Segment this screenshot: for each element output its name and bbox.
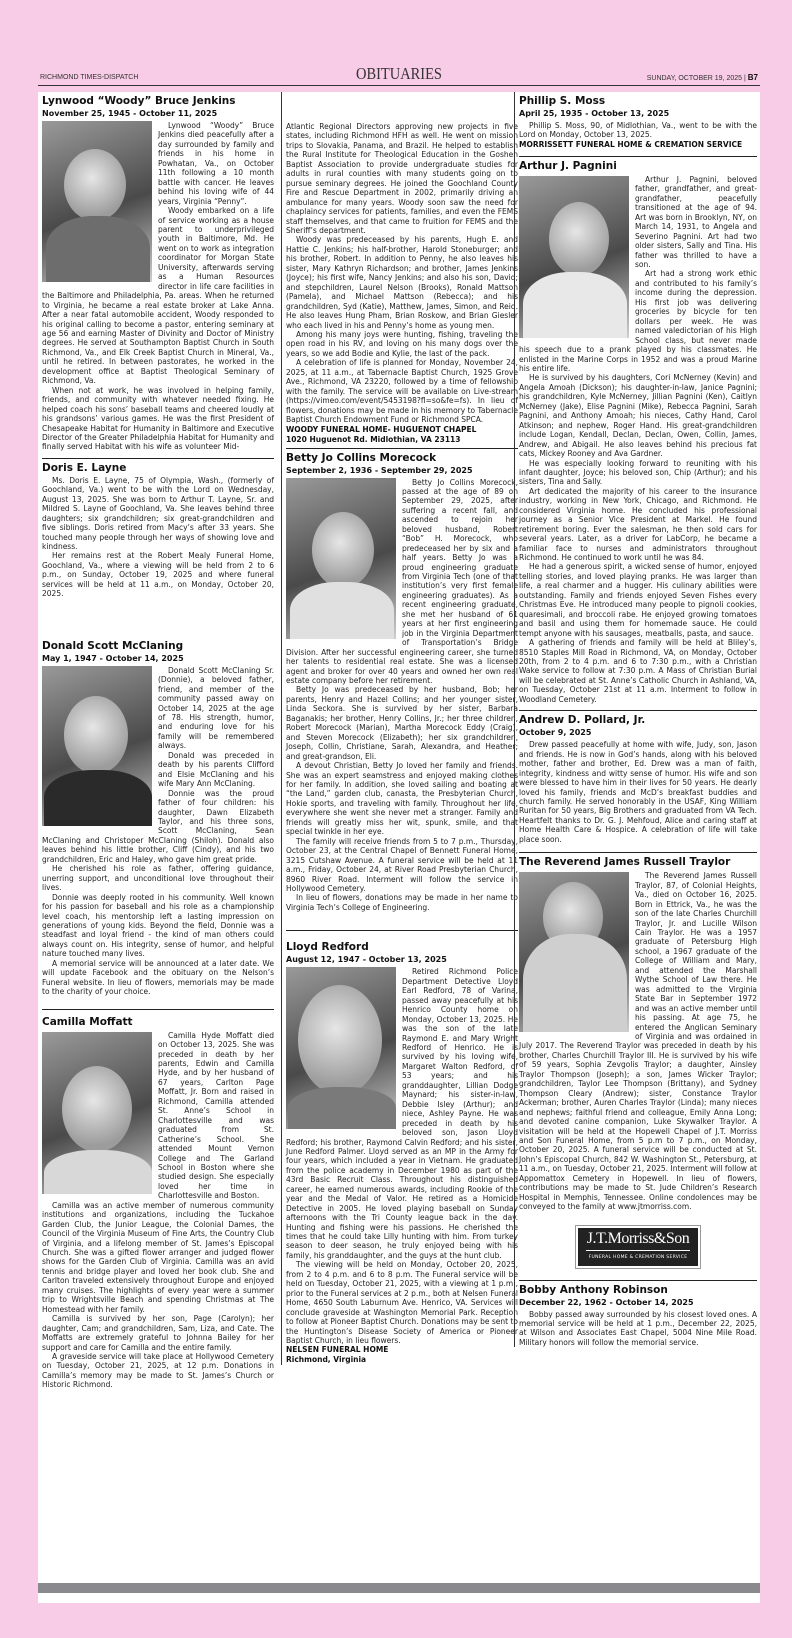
obituary-morecock <box>286 452 518 913</box>
portrait-photo <box>519 872 629 1032</box>
divider <box>519 852 757 853</box>
obituary-text: The family will receive friends from 5 to 7 p.m., Thursday, October 23, at the Central Chapel of Bennett Funeral Home, 3215 Cutshaw Avenue. A funeral service will be held at 11 a.m., Friday, October 24, at River Road Presbyterian Church, 8960 River Road. Interment will follow the service in Hollywood Cemetery. <box>286 836 518 893</box>
obituary-text: Woody was predeceased by his parents, Hugh E. and Hattie C. Jenkins; his half-brother, Harold Stoneburger; and his brother, Robert. In addition to Penny, he also leaves his sister, Mary Kathryn Richardson; and brother, James Jenkins (Joyce); his first wife, Nancy Jenkins; and also his son, David; and stepchildren, Laurel Nelson (Brooks), Ronald Mattson (Pamela), and Michael Mattson (Rebecca); and his grandchildren, Syd (Katie), Matthew, James, Simon, and Reid. He also leaves Hung Pham, Brian Roskow, and Brian Giesler who each lived in his and Penny’s home as young men. <box>286 235 518 330</box>
funeral-home-name: NELSEN FUNERAL HOME <box>286 1345 389 1355</box>
obituary-dates: May 1, 1947 - October 14, 2025 <box>42 653 184 663</box>
obituary-dates: April 25, 1935 - October 13, 2025 <box>519 109 670 118</box>
section-title: OBITUARIES <box>356 64 442 83</box>
column-1 <box>42 92 274 1390</box>
obituary-dates: December 22, 1962 - October 14, 2025 <box>519 1297 694 1307</box>
funeral-home-logo <box>576 1226 700 1268</box>
obituary-text: Camilla was an active member of numerous community institutions and organizations, including the Tuckahoe Garden Club, the Junior League, the Colonial Dames, the Council of the Virginia Museum of Fine Arts, the Country Club of Virginia, and a lifelong member of St. James’s Episcopal Church. She was a gifted flower arranger and judged flower shows for the Garden Club of Virginia. Camilla was an avid tennis and bridge player and loved her book club. She and Carlton traveled extensively throughout Europe and enjoyed many cruises. The highlights of every year were a summer trip to Wrightsville Beach and spending Christmas at The Homestead with her family. <box>42 1200 274 1314</box>
obituary-jenkins-continued <box>286 122 518 445</box>
funeral-home-city: Richmond, Virginia <box>286 1355 367 1365</box>
obituary-text: Ms. Doris E. Layne, 75 of Olympia, Wash., (formerly of Goochland, Va.) went to be with the Lord on Wednesday, August 13, 2025. She was born to Arthur T. Layne, Sr. and Mildred S. Layne of Goochland, Va. She leaves behind three daughters; six grandchildren; six great-grandchildren and five siblings. Doris retired from Macy’s after 33 years. She touched many people through her ways of showing love and kindness. <box>42 475 274 552</box>
portrait-photo <box>519 176 629 338</box>
funeral-home-name: MORRISSETT FUNERAL HOME & CREMATION SERVICE <box>519 139 743 149</box>
obituary-text: Woody embarked on a life of service working as a house parent to underprivileged youth in Baltimore, Md. He went on to work as integration coordinator for Morgan State University, afterwards serving as a Human Resources director in life care facilities in the Baltimore and Philadelphia, Pa. areas. When he returned to Virginia, he became a real estate broker at Lake Anna. After a near fatal automobile accident, Woody responded to his original calling to become a pastor, entering seminary at age 56 and earning Master of Divinity and Doctor of Ministry degrees. He served at Southampton Baptist Church in South Richmond, Va., and Elk Creek Baptist Church in Mineral, Va., until he retired. In between pastorates, he worked in the development office at Baptist Theological Seminary of Richmond, Va. <box>42 206 274 386</box>
obituary-dates: August 12, 1947 - October 13, 2025 <box>286 955 447 965</box>
page-number: B7 <box>747 73 758 82</box>
divider <box>42 1009 274 1010</box>
obituary-text: Drew passed peacefully at home with wife, Judy, son, Jason and friends. He is now in God’s hands, along with his beloved mother, father and brother, Ed. Drew was a man of faith, integrity, kindness and witty sense of humor. His wife and son were blessed to have him in their lives for 50 years. He dearly loved his family, friends and McD’s breakfast buddies and church family. He served honorably in the USAF, King William Ruritan for 50 years, Big Brothers and graduated from VA Tech. Heartfelt thanks to Dr. G. J. Mehfoud, Alice and caring staff at Home Health Care & Hospice. A celebration of life will take place soon. <box>519 740 757 844</box>
column-2 <box>281 92 518 1365</box>
obituary-text: A memorial service will be announced at a later date. We will update Facebook and the obituary on the Nelson’s Funeral website. In lieu of flowers, memorials may be made to the charity of your choice. <box>42 958 274 997</box>
portrait-photo <box>286 478 396 639</box>
obituary-text: A gathering of friends and family will be held at Bliley’s, 8510 Staples Mill Road in Richmond, VA, on Monday, October 20th, from 2 to 4 p.m. and 6 to 7:30 p.m., with a Christian Wake service to follow at 7:30 p.m. A Mass of Christian Burial will be celebrated at St. Anne’s Catholic Church in Ashland, VA, on Tuesday, October 21st at 11 a.m. Interment to follow in Woodland Cemetery. <box>519 638 757 704</box>
obituary-text: Atlantic Regional Directors approving new projects in five states, including Richmond HFH as well. He went on mission trips to Slovakia, Panama, and Brazil. He helped to establish the Rural Institute for Theological Education in the Goshen Baptist Association to provide undergraduate studies for adults in rural counties with many students going on to pursue seminary degrees. He joined the Goochland County Fire and Rescue Department in 2002, primarily driving an ambulance for many years. Woody soon saw the need for chaplaincy services for patients, families, and even the FEMS staff themselves, and that came to fruition for FEMS and the Sheriff’s department. <box>286 122 518 235</box>
obituary-page <box>38 92 760 1603</box>
obituary-text: Camilla is survived by her son, Page (Carolyn); her daughter, Cam; and grandchildren, Sam, Liza, and Cate. The Moffatts are extremely grateful to Johnna Bailey for her support and care for Camilla and the entire family. <box>42 1314 274 1352</box>
obituary-jenkins <box>42 95 274 452</box>
obituary-mcclaning <box>42 640 274 997</box>
obituary-dates: November 25, 1945 - October 11, 2025 <box>42 109 218 118</box>
obituary-text: The viewing will be held on Monday, October 20, 2025, from 2 to 4 p.m. and 6 to 8 p.m. The Funeral service will be held on Tuesday, October 21, 2025, with a viewing at 1 p.m., prior to the Funeral services at 2 p.m., both at Nelsen Funeral Home, 4650 South Laburnum Ave. Henrico, VA. Services will conclude graveside at Washington Memorial Park. Reception to follow at Pioneer Baptist Church. Donations may be sent to the Huntington’s Disease Society of America or Pioneer Baptist Church, in lieu flowers. <box>286 1260 518 1346</box>
obituary-name: Andrew D. Pollard, Jr. <box>519 714 646 727</box>
funeral-home-name: WOODY FUNERAL HOME- HUGUENOT CHAPEL <box>286 424 477 434</box>
portrait-photo <box>42 666 152 826</box>
obituary-text: Donald Scott McClaning Sr.(Donnie), a beloved father, friend, and member of the community passed away on October 14, 2025 at the age of 78. His strength, humor, and enduring love for his family will be remembered always. <box>158 665 274 751</box>
obituary-name: Phillip S. Moss <box>519 95 606 107</box>
obituary-text: Donald was preceded in death by his parents Clifford and Elsie McClaning and his wife Mary Ann McClaning. <box>158 750 274 789</box>
obituary-text: When not at work, he was involved in helping family, friends, and community with whatever needed fixing. He helped coach his sons’ baseball teams and cheered loudly at his grandsons’ various games. He was the first President of Chesapeake Habitat for Humanity in Baltimore and Executive Director of the Greater Philadelphia Habitat for Humanity and finally served Habitat with his wife as volunteer Mid- <box>42 385 274 452</box>
obituary-name: Arthur J. Pagnini <box>519 159 617 172</box>
obituary-name: Doris E. Layne <box>42 461 127 474</box>
obituary-name: Camilla Moffatt <box>42 1015 133 1028</box>
divider <box>42 458 274 459</box>
obituary-dates: October 9, 2025 <box>519 728 592 738</box>
obituary-text: Betty Jo was predeceased by her husband, Bob; her parents, Henry and Hazel Collins; and her younger sister, Linda Seckora. She is survived by her sister, Barbara Baganakis; her brother, Henry Collins, Jr.; her three children, Robert Morecock (Marian), Martha Morecock Eddy (Craig), and Steven Morecock (Elizabeth); her six grandchildren, Joseph, Collin, Christiane, Sarah, Alexandra, and Heather; and great-grandson, Eli. <box>286 685 518 761</box>
obituary-text: He had a generous spirit, a wicked sense of humor, enjoyed telling stories, and loved playing pranks. He was larger than life, a real charmer and a hugger. His culinary abilities were outstanding. Family and friends enjoyed Seven Fishes every Christmas Eve. He introduced many people to pignoli cookies, quaresimali, and broccoli rabe. He enjoyed growing tomatoes and basil and using them for homemade sauce. He could tempt anyone with his sausages, meatballs, pasta, and sauce. <box>519 562 757 638</box>
issue-date: SUNDAY, OCTOBER 19, 2025 <box>646 75 743 82</box>
obituary-text: Phillip S. Moss, 90, of Midlothian, Va., went to be with the Lord on Monday, October 13, 2025. <box>519 121 757 140</box>
logo-wordmark: J.T.Morriss&Son <box>586 1229 690 1247</box>
obituary-pollard <box>519 714 757 844</box>
obituary-text: Among his many joys were hunting, fishing, traveling the open road in his RV, and loving on his many dogs over the years, so we add Bodie and Kylie, the last of the pack. <box>286 329 518 358</box>
obituary-text: A celebration of life is planned for Monday, November 24, 2025, at 11 a.m., at Tabernacle Baptist Church, 1925 Grove Ave., Richmond, VA 23220, followed by a time of fellowship with the family. The service will be available on Live-stream (https://vimeo.com/event/5453198?fl=so&fe=fs). In lieu of flowers, donations may be made in his memory to Tabernacle Baptist Church Endowment Fund or Richmond SPCA. <box>286 358 518 425</box>
obituary-text: He was especially looking forward to reuniting with his infant daughter, Joyce; his beloved son, Chip (Arthur); and his sisters, Tina and Sally. <box>519 458 757 487</box>
divider <box>286 930 518 931</box>
obituary-pagnini <box>519 160 757 704</box>
obituary-name: Bobby Anthony Robinson <box>519 1283 668 1296</box>
obituary-text: Camilla Hyde Moffatt died on October 13, 2025. She was preceded in death by her parents, Edwin and Camilla Hyde, and by her husband of 67 years, Carlton Page Moffatt, Jr. Born and raised in Richmond, Camilla attended St. Anne’s School in Charlottesville and was graduated from St. Catherine’s School. She attended Mount Vernon College and The Garland School in Boston where she studied design. She especially loved her time in Charlottesville and Boston. <box>158 1030 274 1201</box>
obituary-name: Lynwood “Woody” Bruce Jenkins <box>42 95 236 107</box>
obituary-name: Betty Jo Collins Morecock <box>286 451 437 464</box>
obituary-layne <box>42 462 274 599</box>
divider <box>519 156 757 157</box>
portrait-photo <box>42 1032 152 1194</box>
obituary-text: He is survived by his daughters, Cori McNerney (Kevin) and Angela Amoah (Dickson); his daughter-in-law, Janice Pagnini; his grandchildren, Kyle McNerney, Jillian Pagnini (Ken), Caitlyn McNerney (Jake), Elise Pagnini (Mike), Rebecca Pagnini, Sarah Pagnini, and Anthony Amoah; his nieces, Cathy Hand, Carol Atkinson; and nephew, Roger Hand. His great-grandchildren include Logan, Kendall, Declan, Declan, Owen, Collin, James, Andrew, and Abigail. He also leaves behind his precious fat cats, Mickey Rooney and Ava Gardner. <box>519 373 757 459</box>
column-3 <box>514 92 757 1347</box>
obituary-robinson <box>519 1284 757 1348</box>
obituary-text: Art had a strong work ethic and contributed to his family’s income during the depression. His first job was delivering groceries by bicycle for ten dollars per week. He was named valedictorian of his High School class, but never made his speech due to a prank played by his classmates. He enlisted in the Marine Corps in 1952 and was a proud Marine his entire life. <box>519 269 757 373</box>
obituary-traylor <box>519 856 757 1267</box>
obituary-text: A graveside service will take place at Hollywood Cemetery on Tuesday, October 21, 2025, at 12 p.m. Donations in Camilla’s memory may be made to St. James’s Church or Historic Richmond. <box>42 1352 274 1390</box>
divider <box>519 1280 757 1281</box>
obituary-text: Betty Jo Collins Morecock, passed at the age of 89 on September 29, 2025, after suffering a recent fall, and ascended to rejoin her beloved husband, Robert “Bob” H. Morecock, who predeceased her by six and a half years. Betty Jo was a proud engineering graduate from Virginia Tech (one of that institution’s very first female engineering graduates). As a recent engineering graduate, she met her husband of 61 years at her first engineering job in the Virginia Department of Transportation’s Bridge Division. After her successful engineering career, she turned her talents to residential real estate. She was a licensed agent and broker for over 40 years and owned her own real estate company before her retirement. <box>286 477 518 686</box>
obituary-text: Donnie was the proud father of four children: his daughter, Dawn Elizabeth Taylor, and his three sons, Scott McClaning, Sean McClaning and Christoper McClaning (Shiloh). Donald also leaves behind his little brother, Cliff (Cindy), and his two grandchildren, Eric and Haley, who gave him great pride. <box>42 788 274 864</box>
funeral-home-address: 1020 Huguenot Rd. Midlothian, VA 23113 <box>286 434 461 444</box>
masthead <box>38 65 760 86</box>
obituary-moss <box>519 95 757 150</box>
obituary-name: Lloyd Redford <box>286 941 369 954</box>
obituary-text: Lynwood “Woody” Bruce Jenkins died peacefully after a day surrounded by family and friends in his home in Powhatan, Va., on October 11th following a 10 month battle with cancer. He leaves behind his loving wife of 44 years, Virginia “Penny”. <box>158 121 274 206</box>
obituary-text: In lieu of flowers, donations may be made in her name to Virginia Tech’s College of Engineering. <box>286 893 518 912</box>
newspaper-name: RICHMOND TIMES-DISPATCH <box>40 74 139 81</box>
obituary-name: Donald Scott McClaning <box>42 639 184 652</box>
obituary-text: Bobby passed away surrounded by his closest loved ones. A memorial service will be held at 1 p.m., December 22, 2025, at Wilson and Associates East Chapel, 5004 Nine Mile Road. Military honors will follow the memorial service. <box>519 1309 757 1347</box>
obituary-text: Her remains rest at the Robert Mealy Funeral Home, Goochland, Va., where a viewing will be held from 2 to 6 p.m., on Sunday, October 19, 2025 and where funeral services will be held at 11 a.m., on Monday, October 20, 2025. <box>42 551 274 599</box>
portrait-photo <box>286 967 396 1129</box>
obituary-text: He cherished his role as father, offering guidance, unerring support, and unconditional love throughout their lives. <box>42 864 274 893</box>
divider <box>286 448 518 449</box>
obituary-name: The Reverend James Russell Traylor <box>519 856 731 869</box>
obituary-text: Retired Richmond Police Department Detective Lloyd Earl Redford, 78 of Varina, passed away peacefully at his Henrico County home on Monday, October 13, 2025. He was the son of the late Raymond E. and Mary Wright Redford of Henrico. He is survived by his loving wife, Margaret Walton Redford, of 53 years; and his granddaughter, Lillian Dodge Maynard; his sister-in-law, Debbie Isley (Arthur); and niece, Ashley Payne. He was preceded in death by his beloved son, Jason Lloyd Redford; his brother, Raymond Calvin Redford; and his sister, June Redford Palmer. Lloyd served as an MP in the Army for four years, which included a year in Vietnam. He graduated from the police academy in December 1980 as part of the 43rd Basic Recruit Class. Throughout his distinguished career, he earned numerous awards, including Rookie of the year and the Medal of Valor. He retired as a Homicide Detective in 2005. He loved playing baseball on Sunday afternoons with the Tri County league back in the day. Hunting and fishing were his passions. He cherished the times that he could take Lilly hunting with him. From turkey season to deer season, he truly enjoyed being with his family, his granddaughter, and the guys at the hunt club. <box>286 967 518 1260</box>
obituary-redford <box>286 941 518 1365</box>
obituary-text: A devout Christian, Betty Jo loved her family and friends. She was an expert seamstress and enjoyed making clothes for her family. In addition, she loved sailing and boating at “the Land,” garden club, canasta, the Presbyterian Church, Hokie sports, and traveling with family. Throughout her life, everywhere she went she never met a stranger. Family and friends will greatly miss her wit, spunk, smile, and that special twinkle in her eye. <box>286 761 518 837</box>
portrait-photo <box>42 121 152 282</box>
obituary-text: The Reverend James Russell Traylor, 87, of Colonial Heights, Va., died on October 16, 2025. Born in Ettrick, Va., he was the son of the late Charles Churchill Traylor, Jr. and Lucille Wilson Cain Traylor. He was a 1957 graduate of Petersburg High school, a 1967 graduate of the College of William and Mary, and attended the Marshall Wythe School of Law there. He was admitted to the Virginia State Bar in September 1972 and was an active member until his passing. At age 75, he entered the Anglican Seminary of Virginia and was ordained in July 2017. The Reverend Traylor was preceded in death by his brother, Charles Churchill Traylor III. He is survived by his wife of 59 years, Sophia Zevgolis Traylor; a daughter, Ainsley Traylor Thompson (Joseph); a son, James Wicker Traylor; grandchildren, Taylor Lee Thompson (Brittany), and Sydney Thompson Cleary (Andrew); sister, Constance Traylor Ackerman; brother, Auren Charles Traylor (Linda); many nieces and nephews; faithful friend and colleague, Emily Anna Long; and devoted canine companion, Luke Skywalker Traylor. A visitation will be held at the Hopewell Chapel of J.T. Morriss and Son Funeral Home, from 5 p.m to 7 p.m., on Monday, October 20, 2025. A funeral service will be conducted at St. John’s Episcopal Church, 842 W. Washington St., Petersburg, at 11 a.m., on Tuesday, October 21, 2025. Interment will follow at Appomattox Cemetery in Hopewell. In lieu of flowers, contributions may be made to St. Jude Children’s Research Hospital in Memphis, Tennessee. Online condolences may be conveyed to the family at www.jtmorriss.com. <box>519 871 757 1212</box>
obituary-text: Arthur J. Pagnini, beloved father, grandfather, and great-grandfather, peacefully transitioned at the age of 94. Art was born in Brooklyn, NY, on March 14, 1931, to Angela and Severino Pagnini. Art had two older sisters, Sally and Tina. His father was thrilled to have a son. <box>635 174 757 269</box>
obituary-dates: September 2, 1936 - September 29, 2025 <box>286 465 473 475</box>
obituary-moffatt <box>42 1016 274 1390</box>
divider <box>519 710 757 711</box>
logo-subtitle: FUNERAL HOME & CREMATION SERVICE <box>586 1250 690 1262</box>
footer-bar <box>38 1583 760 1593</box>
obituary-text: Art dedicated the majority of his career to the insurance industry, working in New York, Chicago, and Richmond. He considered Virginia home. He concluded his professional journey as a Senior Vice President at Markel. He found retirement boring. Ever the salesman, he then sold cars for several years. Later, as a driver for LabCorp, he became a familiar face to nurses and administrators throughout Richmond. He continued to work until he was 84. <box>519 486 757 563</box>
obituary-text: Donnie was deeply rooted in his community. Well known for his passion for baseball and his role as a championship level coach, his mentorship left a lasting impression on generations of young kids. Beyond the field, Donnie was a steadfast and loyal friend - the kind of man others could always count on. His integrity, sense of humor, and helpful nature touched many lives. <box>42 892 274 959</box>
date-page: SUNDAY, OCTOBER 19, 2025 | B7 <box>646 73 758 82</box>
